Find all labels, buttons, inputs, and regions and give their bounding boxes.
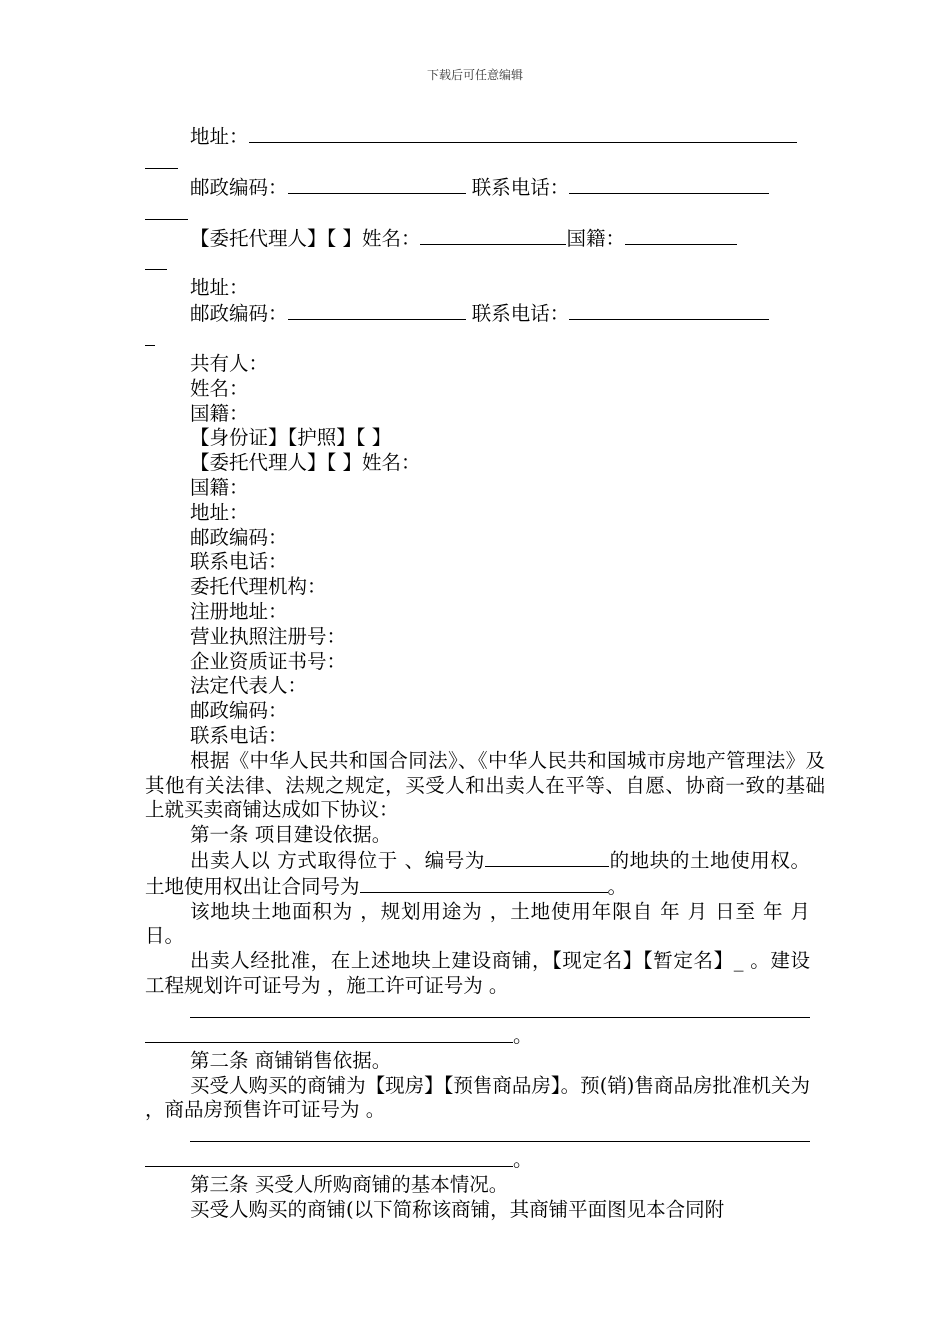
blank[interactable] [360, 874, 608, 893]
postal-phone-line-2: 邮政编码： 联系电话： [145, 301, 810, 327]
address-line: 地址： [145, 124, 810, 150]
contract-body: 地址： 邮政编码： 联系电话： 【委托代理人】【 】姓名： 国籍： 地址： 邮政编码： 联系电话： 共有人： 姓名： 国籍： 【身份证】【护照】【 】 【委托代理人】【 】姓名： 国籍： 地址： 邮政编码： 联系电话： 委托代理机构： 注册地址： 营业执照注册号： 企业资质证书号： 法定代表人： 邮政编码： 联系电话： 根据《中华人民共和国合同法》、《中华人民共和国城市房地产管理法》及其他有关法律、法规之规定，买受人和出卖人在平等、自愿、协商一致的基础上就买卖商铺达成如下协议： 第一条 项目建设依据。 出卖人以 方式取得位于 、编号为 的地块的土地使用权。土地使用权出让合同号为 。 该地块土地面积为 ，规划用途为 ，土地使用年限自 年 月 日至 年 月 日。 出卖人经批准，在上述地块上建设商铺，【现定名】【暂定名】_ 。建设工程规划许可证号为 ，施工许可证号为 。 。 第二条 商铺销售依据。 买受人购买的商铺为【现房】【预售商品房】。预(销)售商品房批准机关为 ，商品房预售许可证号为 。 。 第三条 买受人所购商铺的基本情况。 买受人购买的商铺(以下简称该商铺，其商铺平面图见本合同附 [145, 125, 825, 1221]
article-1-para-1: 出卖人以 方式取得位于 、编号为 的地块的土地使用权。土地使用权出让合同号为 。 [145, 848, 810, 898]
postal-label-4: 邮政编码： [190, 699, 288, 723]
postal-phone-line: 邮政编码： 联系电话： [145, 175, 810, 201]
reg-address-label: 注册地址： [190, 599, 288, 623]
blank[interactable] [485, 848, 609, 867]
coowner-label: 共有人： [190, 351, 269, 375]
id-type-label: 【身份证】【护照】【 】 [190, 426, 392, 450]
blank[interactable] [288, 175, 466, 194]
agent-line: 【委托代理人】【 】姓名： 国籍： [145, 226, 810, 252]
blank[interactable] [249, 124, 797, 143]
article-3-para-1: 买受人购买的商铺(以下简称该商铺，其商铺平面图见本合同附 [190, 1197, 725, 1221]
agent-label: 【委托代理人】【 】姓名： [190, 451, 421, 475]
blank[interactable] [569, 301, 769, 320]
license-label: 营业执照注册号： [190, 624, 347, 648]
phone-label-3: 联系电话： [190, 550, 288, 574]
blank[interactable] [145, 1024, 513, 1043]
article-1-title: 第一条 项目建设依据。 [190, 823, 392, 847]
page-header: 下载后可任意编辑 [426, 68, 523, 82]
blank[interactable] [625, 226, 737, 245]
blank[interactable] [190, 1123, 810, 1142]
address-label-3: 地址： [190, 500, 249, 524]
blank[interactable] [145, 251, 167, 270]
blank[interactable] [145, 201, 188, 220]
article-1-para-3: 出卖人经批准，在上述地块上建设商铺，【现定名】【暂定名】_ 。建设工程规划许可证号为 ，施工许可证号为 。 [145, 949, 810, 997]
blank[interactable] [420, 226, 566, 245]
blank[interactable] [190, 999, 810, 1018]
article-3-title: 第三条 买受人所购商铺的基本情况。 [190, 1173, 509, 1197]
blank[interactable] [145, 150, 178, 169]
address-line-2: 地址： [190, 276, 249, 300]
article-2-para-1: 买受人购买的商铺为【现房】【预售商品房】。预(销)售商品房批准机关为 ，商品房预售许可证号为 。 [145, 1073, 810, 1122]
nationality-label: 国籍： [190, 401, 249, 425]
article-2-title: 第二条 商铺销售依据。 [190, 1048, 392, 1072]
qualification-label: 企业资质证书号： [190, 649, 347, 673]
blank[interactable] [145, 1148, 513, 1167]
name-label: 姓名： [190, 376, 249, 400]
intro-paragraph: 根据《中华人民共和国合同法》、《中华人民共和国城市房地产管理法》及其他有关法律、法规之规定，买受人和出卖人在平等、自愿、协商一致的基础上就买卖商铺达成如下协议： [145, 748, 825, 822]
agency-label: 委托代理机构： [190, 575, 327, 599]
nationality-label-2: 国籍： [190, 475, 249, 499]
blank[interactable] [288, 301, 466, 320]
legal-rep-label: 法定代表人： [190, 674, 308, 698]
postal-label-3: 邮政编码： [190, 525, 288, 549]
article-1-para-2: 该地块土地面积为 ，规划用途为 ，土地使用年限自 年 月 日至 年 月 日。 [145, 899, 810, 948]
blank[interactable] [569, 175, 769, 194]
blank[interactable] [145, 327, 155, 346]
phone-label-4: 联系电话： [190, 723, 288, 747]
